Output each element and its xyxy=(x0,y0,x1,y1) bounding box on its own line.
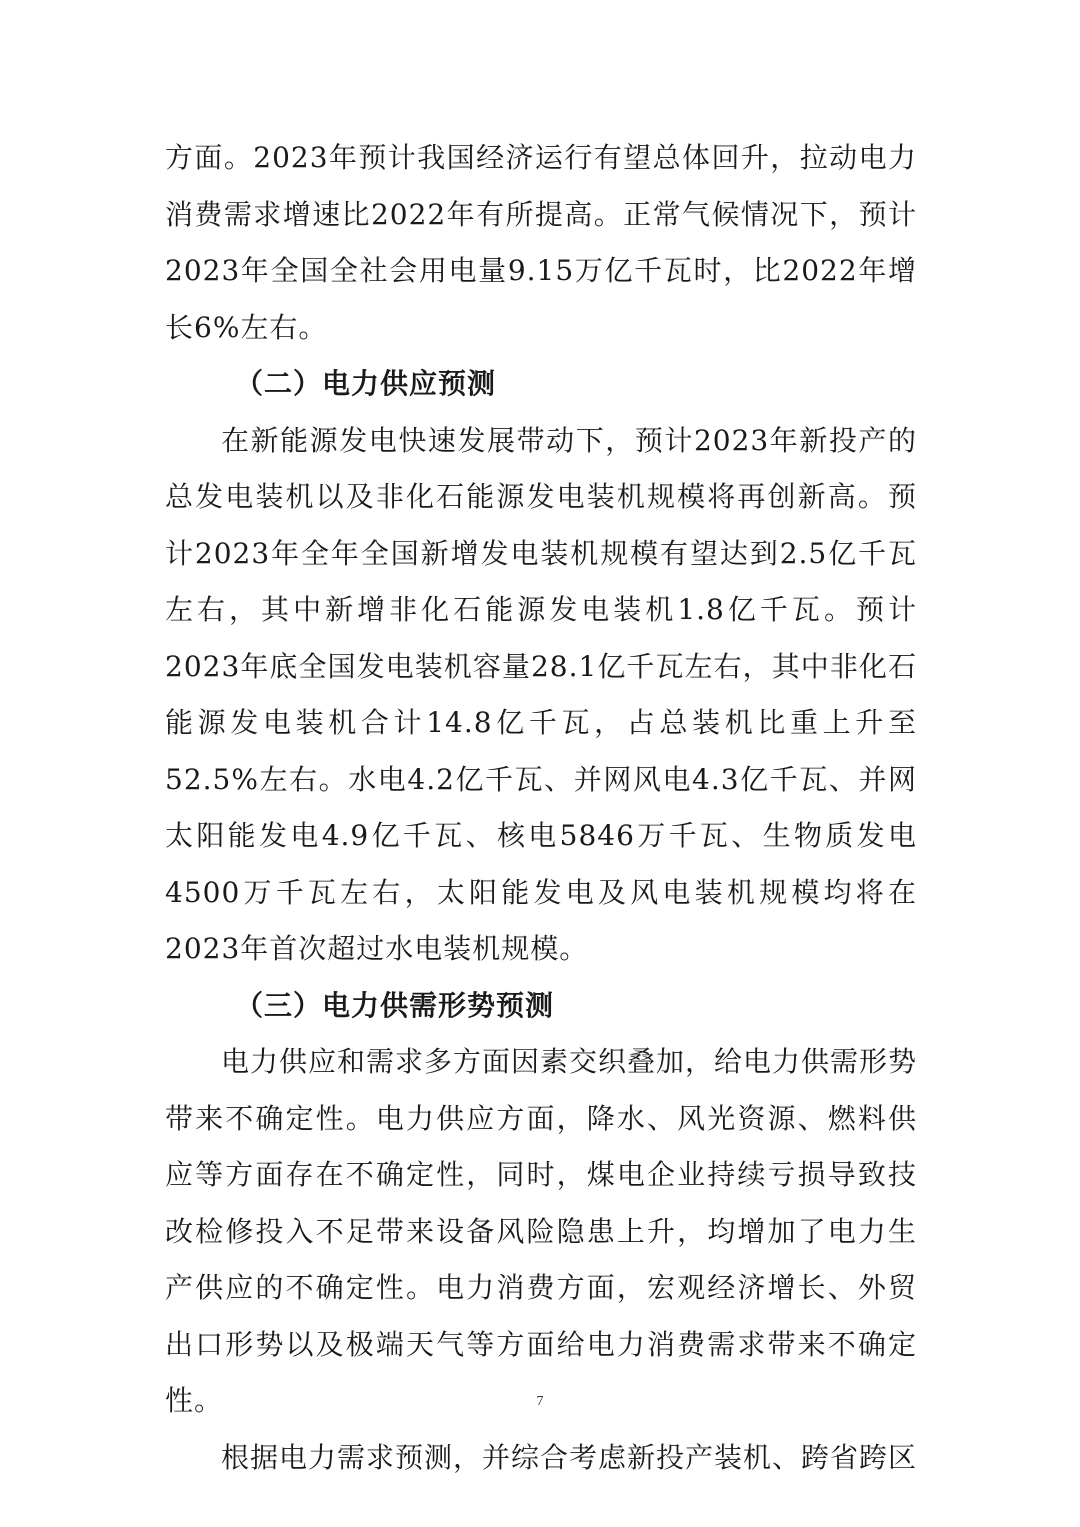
page-number: 7 xyxy=(536,1394,544,1409)
paragraph-supply-forecast: 在新能源发电快速发展带动下，预计2023年新投产的总发电装机以及非化石能源发电装机规模将再创新高。预计2023年全年全国新增发电装机规模有望达到2.5亿千瓦左右，其中新增非化石能源发电装机1.8亿千瓦。预计2023年底全国发电装机容量28.1亿千瓦左右，其中非化石能源发电装机合计14.8亿千瓦，占总装机比重上升至52.5%左右。水电4.2亿千瓦、并网风电4.3亿千瓦、并网太阳能发电4.9亿千瓦、核电5846万千瓦、生物质发电4500万千瓦左右，太阳能发电及风电装机规模均将在2023年首次超过水电装机规模。 xyxy=(165,423,917,965)
paragraph-demand-forecast-end: 方面。2023年预计我国经济运行有望总体回升，拉动电力消费需求增速比2022年有所提高。正常气候情况下，预计2023年全国全社会用电量9.15万亿千瓦时，比2022年增长6%左右。 xyxy=(165,141,917,344)
paragraph-forecast-basis: 根据电力需求预测，并综合考虑新投产装机、跨省跨区 xyxy=(221,1440,918,1474)
document-body xyxy=(165,130,917,1486)
section-heading-supply-demand-situation: （三）电力供需形势预测 xyxy=(235,988,555,1022)
section-heading-supply-forecast: （二）电力供应预测 xyxy=(235,367,497,400)
paragraph-uncertainty: 电力供应和需求多方面因素交织叠加，给电力供需形势带来不确定性。电力供应方面，降水、风光资源、燃料供应等方面存在不确定性，同时，煤电企业持续亏损导致技改检修投入不足带来设备风险隐患上升，均增加了电力生产供应的不确定性。电力消费方面，宏观经济增长、外贸出口形势以及极端天气等方面给电力消费需求带来不确定性。 xyxy=(165,1045,918,1417)
